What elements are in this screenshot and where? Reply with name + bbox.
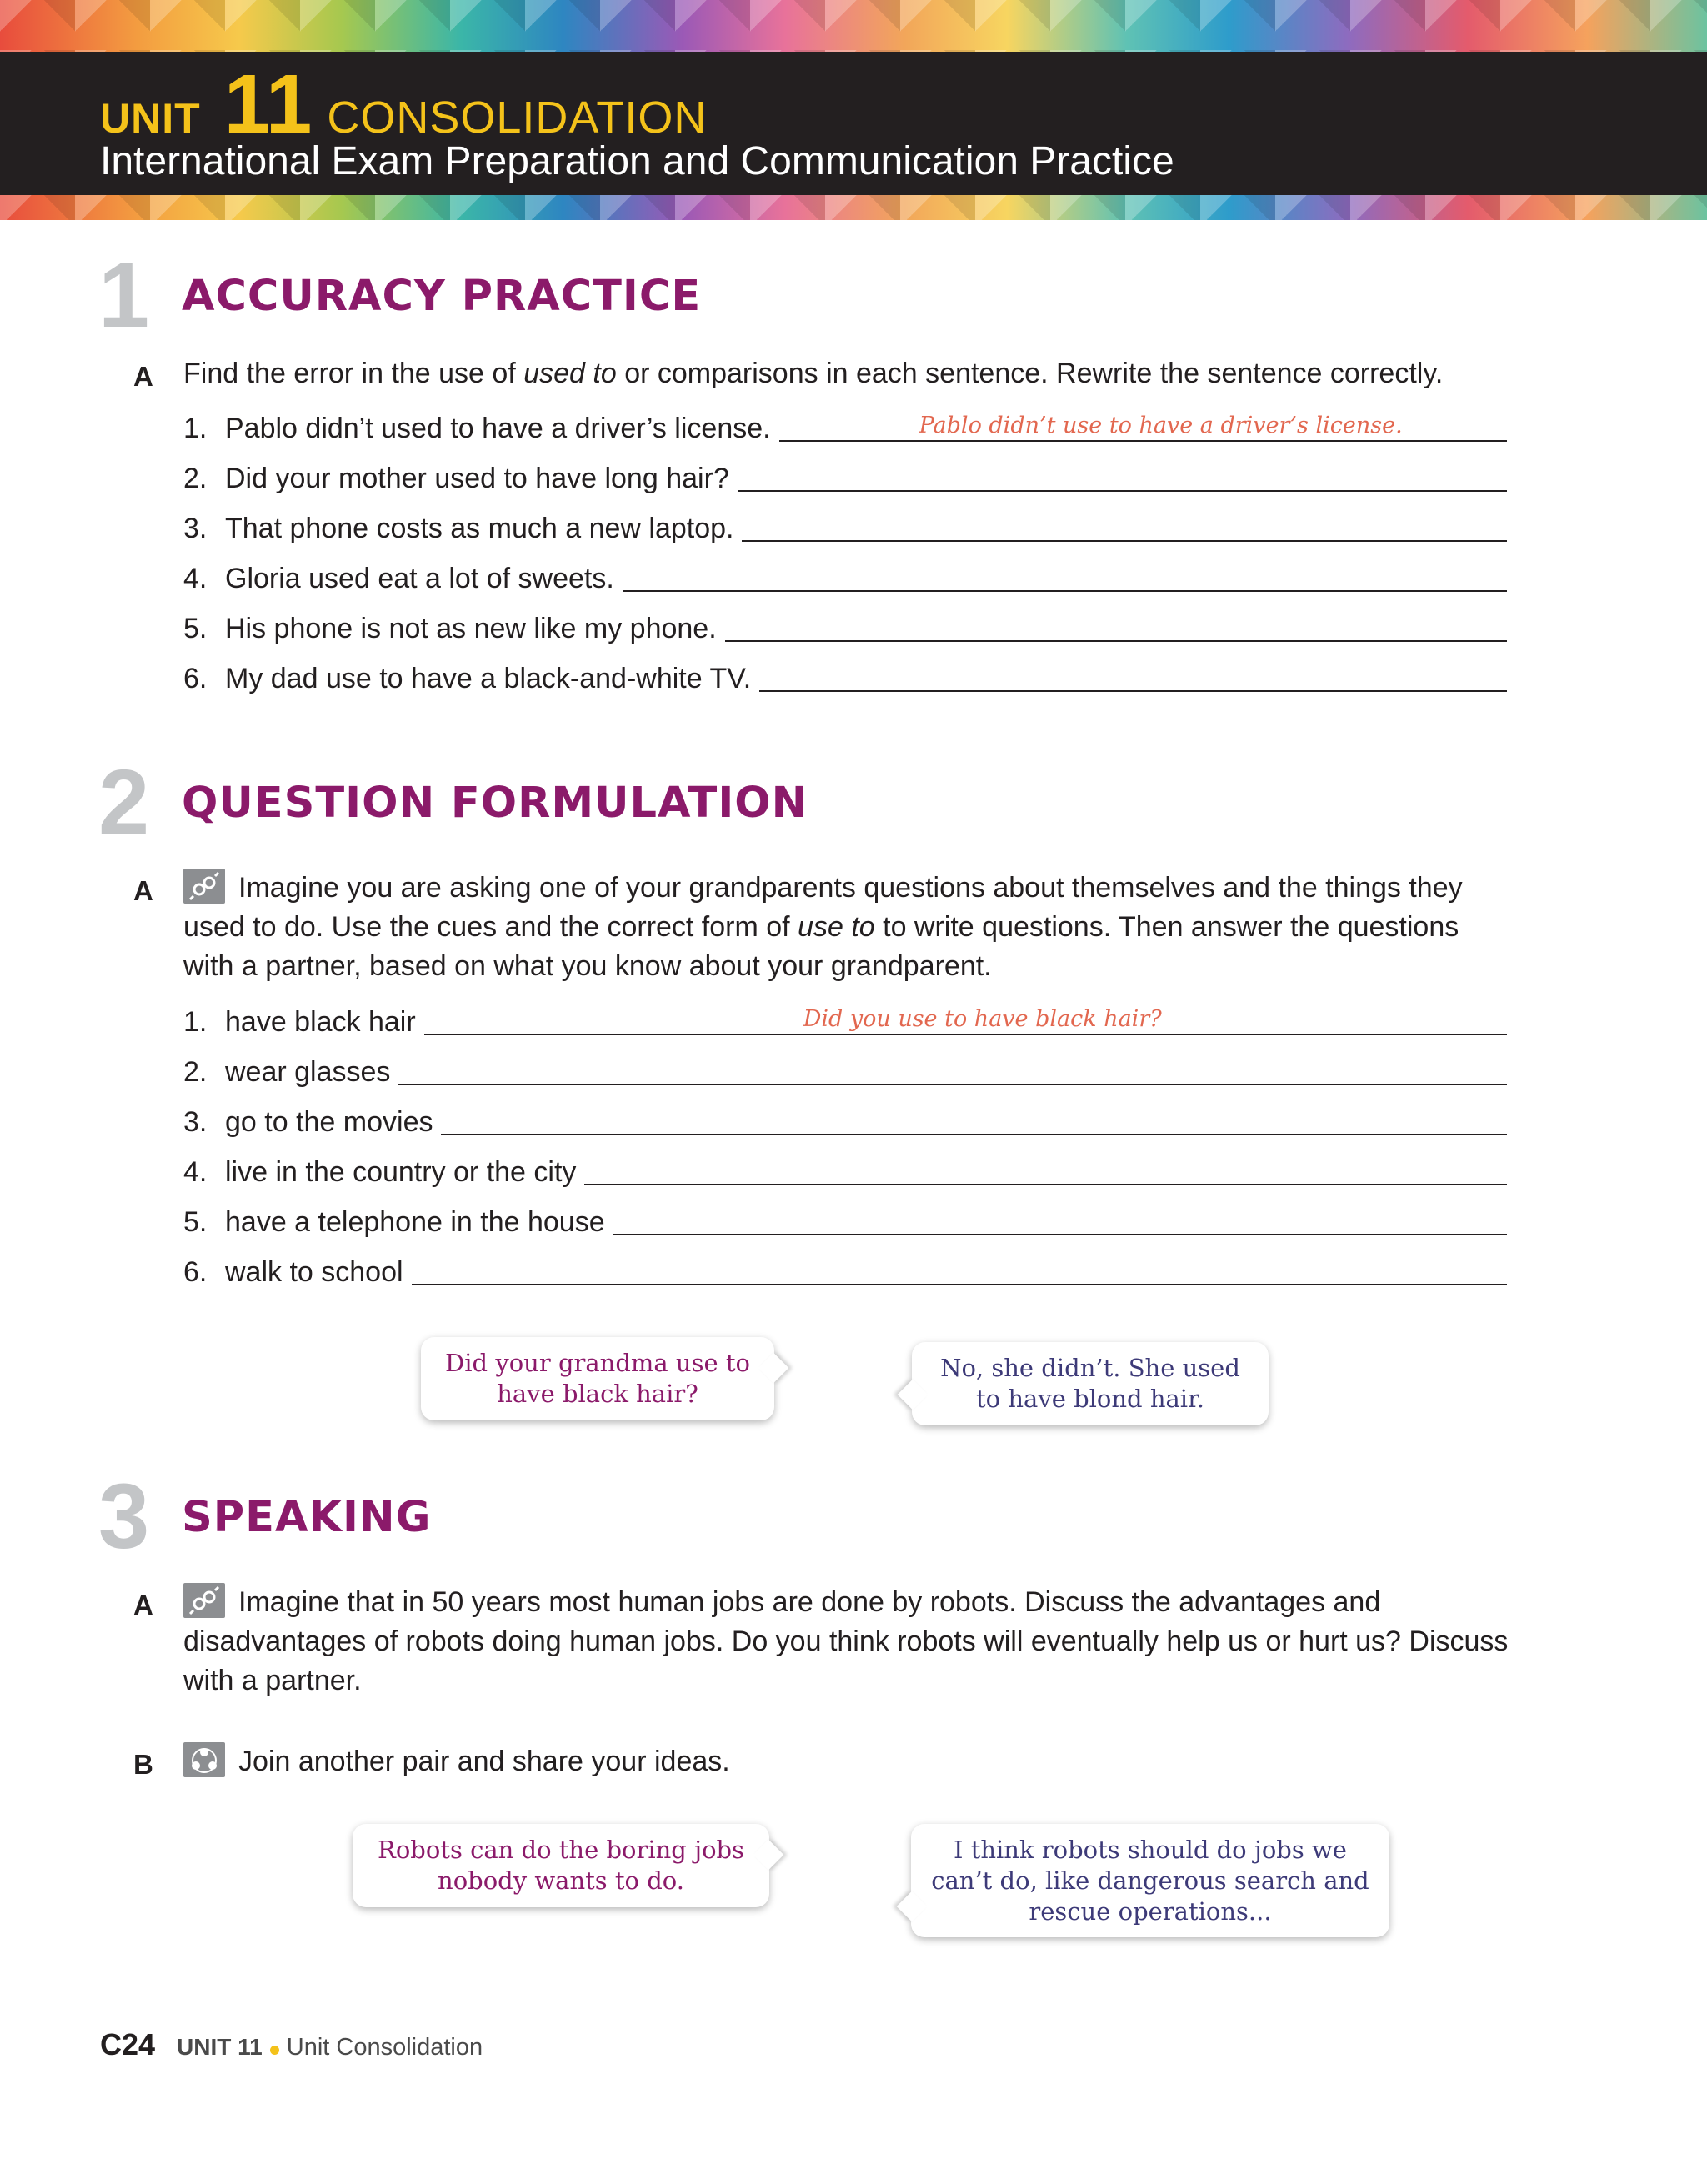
answer-line[interactable] — [412, 1249, 1507, 1285]
exercise-item: 5. have a telephone in the house — [183, 1197, 1507, 1239]
speech-bubble: Did your grandma use to have black hair? — [421, 1337, 774, 1420]
exercise-item: 6. My dad use to have a black-and-white TV. — [183, 654, 1507, 695]
unit-subtitle: International Exam Preparation and Communication Practice — [100, 139, 1174, 183]
page-number: C24 — [100, 2027, 156, 2061]
answer-line[interactable] — [738, 455, 1507, 492]
footer-bullet-icon — [270, 2046, 279, 2055]
instruction: Imagine you are asking one of your grandparents questions about themselves and the things they used to do. Use the cues and the correct form of use to to write questions. Then answer the questions with a partner, based on what you know about your grandparent. — [183, 869, 1509, 986]
unit-number: 11 — [223, 58, 313, 151]
speech-bubble: Robots can do the boring jobs nobody wants to do. — [353, 1824, 769, 1907]
section-title: ACCURACY PRACTICE — [182, 272, 702, 321]
exercise-item: 6. walk to school — [183, 1247, 1507, 1289]
part-letter: A — [133, 1590, 153, 1620]
exercise-item: 2. wear glasses — [183, 1047, 1507, 1089]
answer-line[interactable] — [398, 1049, 1507, 1085]
speech-bubble: No, she didn’t. She used to have blond hair. — [912, 1342, 1269, 1425]
header-pattern-top — [0, 0, 1707, 52]
pair-work-icon — [183, 1583, 225, 1618]
answer-line[interactable] — [424, 999, 1507, 1035]
exercise-item: 4. Gloria used eat a lot of sweets. — [183, 554, 1507, 595]
answer-line[interactable] — [742, 505, 1507, 542]
instruction: Find the error in the use of used to or comparisons in each sentence. Rewrite the sentence correctly. — [183, 358, 1444, 389]
footer-section-name: Unit Consolidation — [286, 2034, 483, 2061]
part-letter: A — [133, 361, 153, 392]
answer-line[interactable] — [613, 1199, 1507, 1235]
sample-answer: Pablo didn’t use to have a driver’s license. — [919, 413, 1403, 438]
answer-line[interactable] — [441, 1099, 1507, 1135]
instruction: Join another pair and share your ideas. — [183, 1742, 1509, 1781]
section-number: 3 — [98, 1465, 150, 1568]
answer-line[interactable] — [584, 1149, 1507, 1185]
header-pattern-bottom — [0, 195, 1707, 220]
exercise-item: 1. have black hair Did you use to have black hair? — [183, 997, 1507, 1039]
footer-unit: UNIT 11 — [177, 2034, 263, 2060]
group-work-icon — [183, 1742, 225, 1777]
instruction: Imagine that in 50 years most human jobs are done by robots. Discuss the advantages and disadvantages of robots doing human jobs. Do you think robots will eventually help us or hurt us? Discuss with a partner. — [183, 1583, 1509, 1701]
exercise-item: 2. Did your mother used to have long hair? — [183, 453, 1507, 495]
speech-bubble: I think robots should do jobs we can’t do, like dangerous search and rescue operations... — [911, 1824, 1389, 1937]
section-number: 1 — [98, 244, 150, 347]
section-title: SPEAKING — [182, 1493, 432, 1542]
section-title: QUESTION FORMULATION — [182, 779, 808, 828]
part-letter: B — [133, 1749, 153, 1780]
exercise-item: 5. His phone is not as new like my phone. — [183, 604, 1507, 645]
exercise-item: 3. That phone costs as much a new laptop. — [183, 503, 1507, 545]
answer-line[interactable] — [725, 605, 1507, 642]
unit-label: UNIT — [100, 95, 201, 142]
unit-header — [0, 52, 1707, 195]
answer-line[interactable] — [623, 555, 1507, 592]
page-footer — [100, 2027, 483, 2062]
part-letter: A — [133, 875, 153, 906]
answer-line[interactable] — [779, 405, 1507, 442]
exercise-item: 1. Pablo didn’t used to have a driver’s license. Pablo didn’t use to have a driver’s license. — [183, 403, 1507, 445]
exercise-item: 4. live in the country or the city — [183, 1147, 1507, 1189]
pair-work-icon — [183, 869, 225, 904]
exercise-item: 3. go to the movies — [183, 1097, 1507, 1139]
section-number: 2 — [98, 751, 150, 854]
unit-title: CONSOLIDATION — [327, 93, 708, 143]
answer-line[interactable] — [759, 655, 1507, 692]
sample-answer: Did you use to have black hair? — [803, 1006, 1162, 1032]
